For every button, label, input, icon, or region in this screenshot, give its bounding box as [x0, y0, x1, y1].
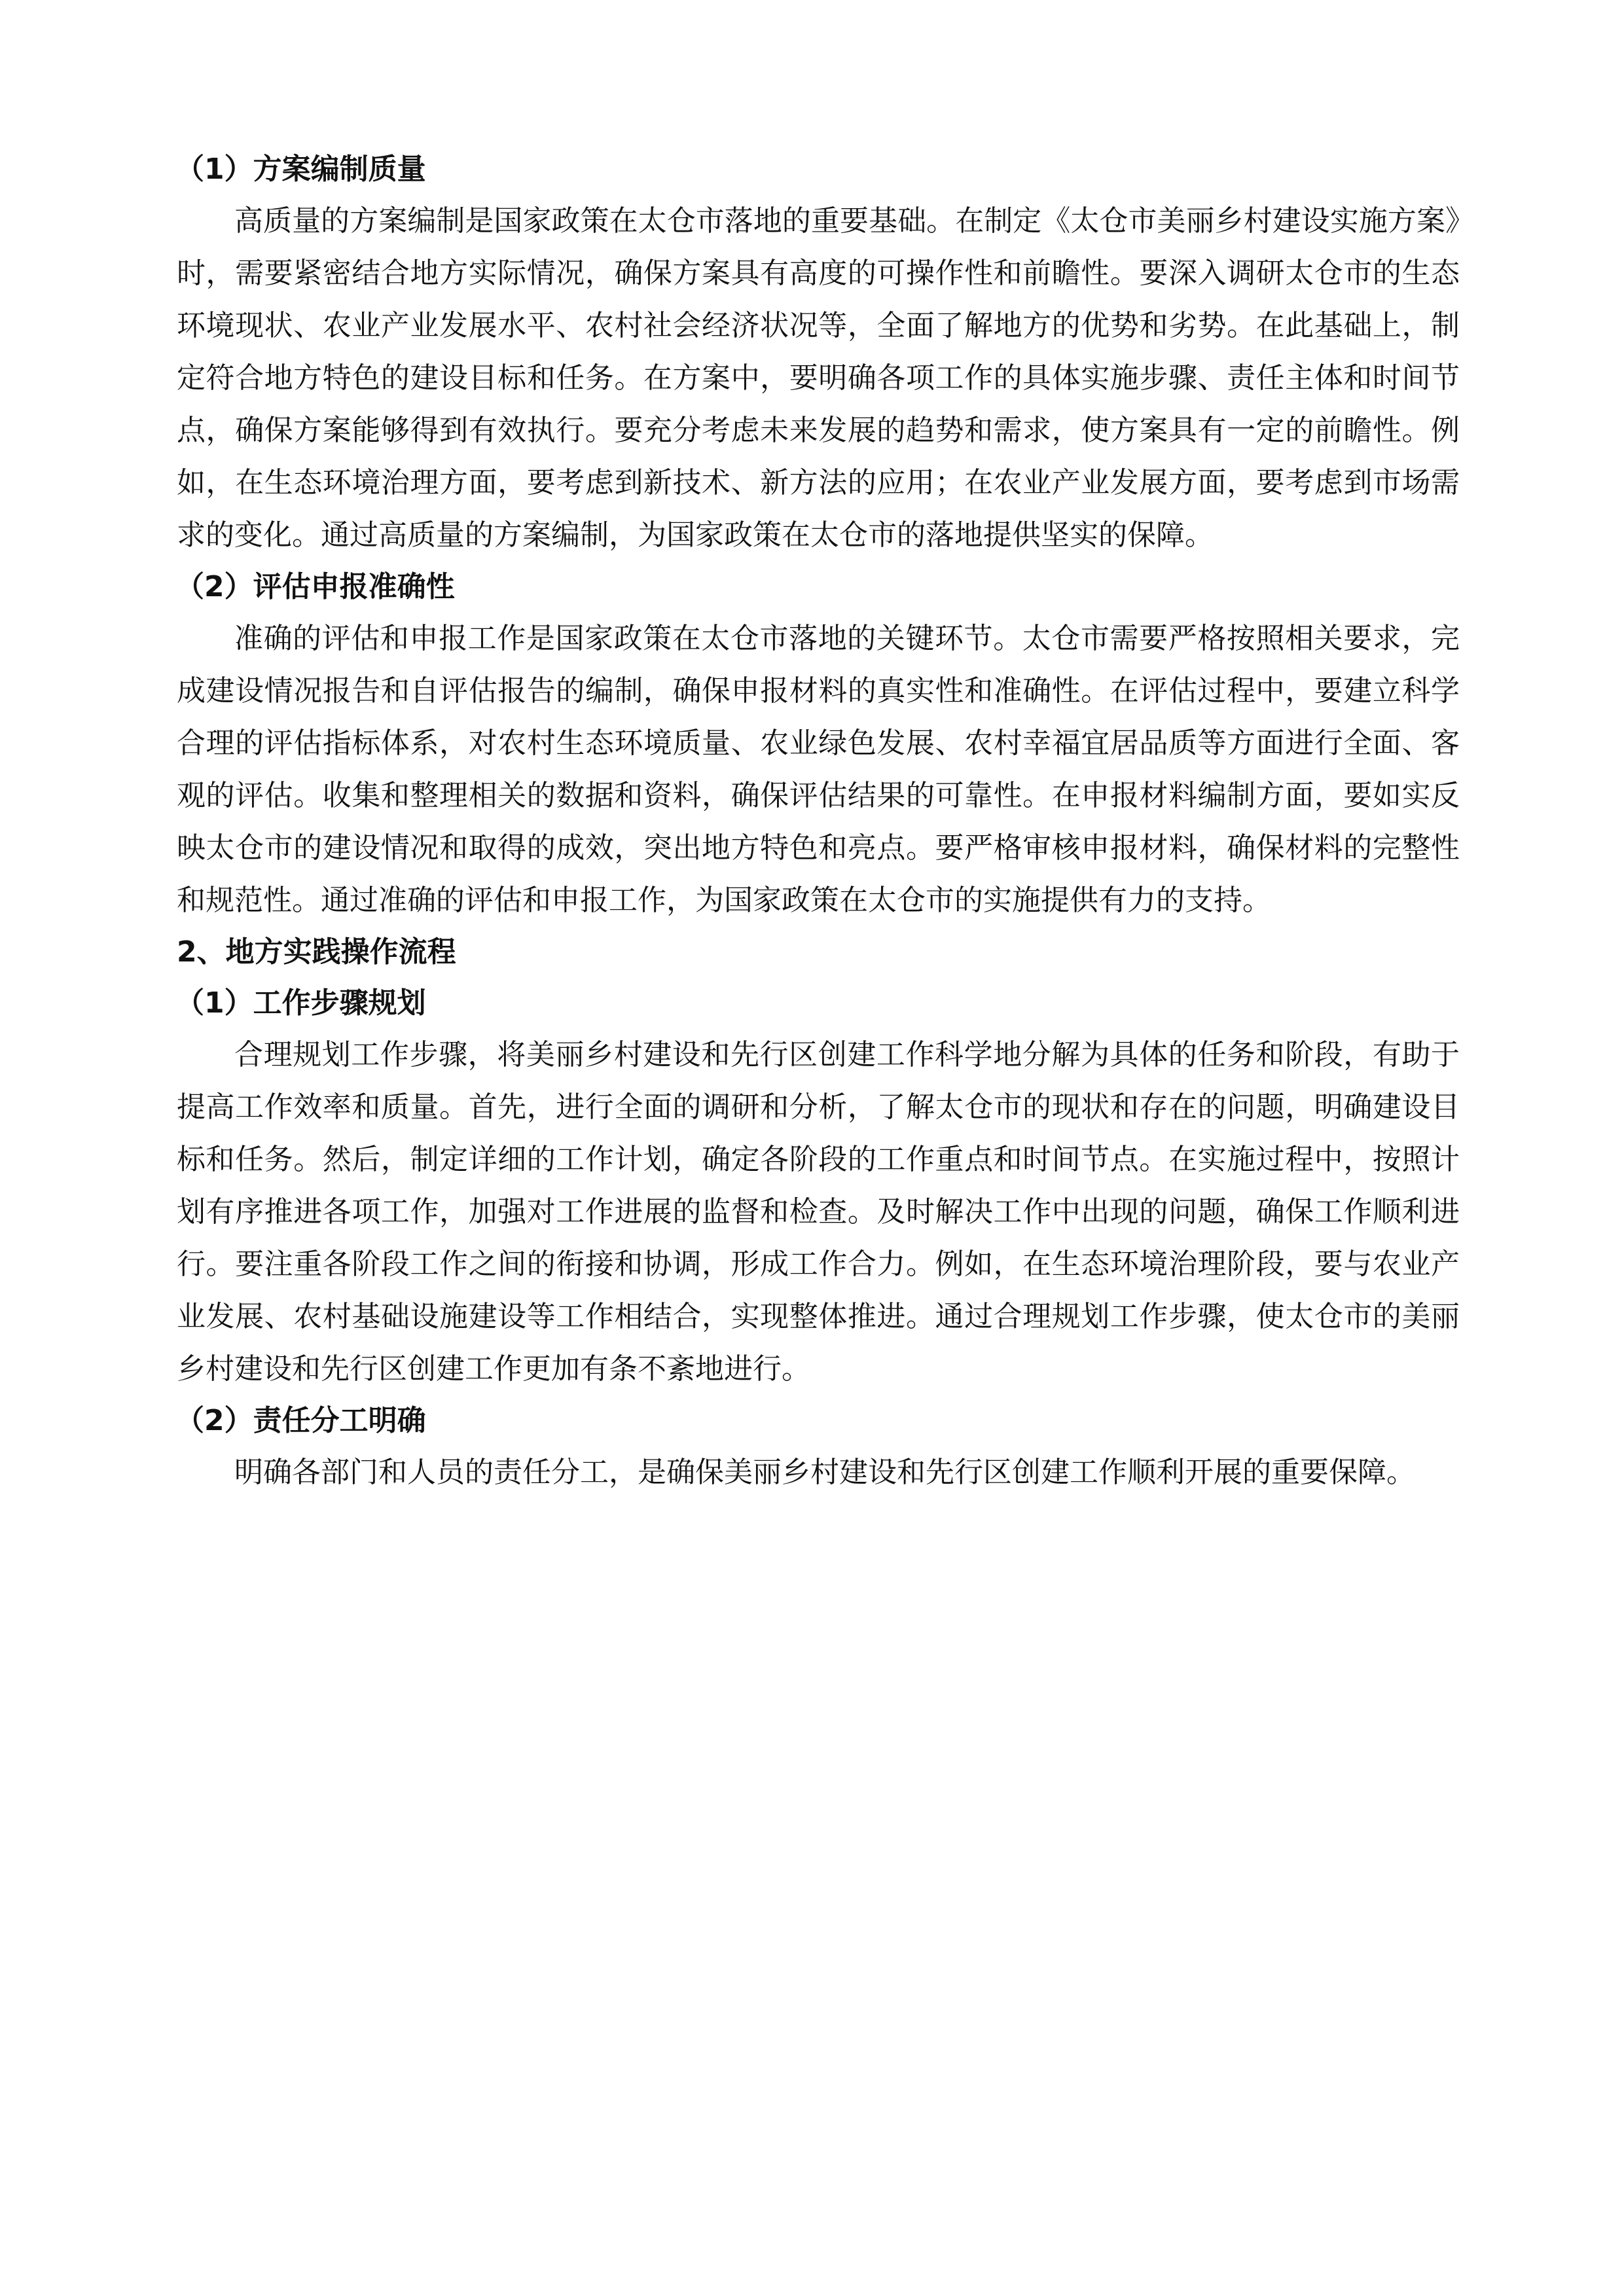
- section-heading-assessment-accuracy: （2）评估申报准确性: [175, 570, 455, 603]
- section-heading-work-steps: （1）工作步骤规划: [175, 986, 426, 1020]
- document-page: [177, 144, 1460, 1499]
- section-heading-plan-quality: （1）方案编制质量: [175, 152, 426, 186]
- section-heading-local-practice: 2、地方实践操作流程: [177, 935, 456, 969]
- paragraph-responsibility: 明确各部门和人员的责任分工，是确保美丽乡村建设和先行区创建工作顺利开展的重要保障。: [234, 1456, 1415, 1489]
- paragraph-plan-quality: 高质量的方案编制是国家政策在太仓市落地的重要基础。在制定《太仓市美丽乡村建设实施方案》时，需要紧密结合地方实际情况，确保方案具有高度的可操作性和前瞻性。要深入调研太仓市的生态环境现状、农业产业发展水平、农村社会经济状况等，全面了解地方的优势和劣势。在此基础上，制定符合地方特色的建设目标和任务。在方案中，要明确各项工作的具体实施步骤、责任主体和时间节点，确保方案能够得到有效执行。要充分考虑未来发展的趋势和需求，使方案具有一定的前瞻性。例如，在生态环境治理方面，要考虑到新技术、新方法的应用；在农业产业发展方面，要考虑到市场需求的变化。通过高质量的方案编制，为国家政策在太仓市的落地提供坚实的保障。: [177, 204, 1460, 552]
- paragraph-assessment-accuracy: 准确的评估和申报工作是国家政策在太仓市落地的关键环节。太仓市需要严格按照相关要求，完成建设情况报告和自评估报告的编制，确保申报材料的真实性和准确性。在评估过程中，要建立科学合理的评估指标体系，对农村生态环境质量、农业绿色发展、农村幸福宜居品质等方面进行全面、客观的评估。收集和整理相关的数据和资料，确保评估结果的可靠性。在申报材料编制方面，要如实反映太仓市的建设情况和取得的成效，突出地方特色和亮点。要严格审核申报材料，确保材料的完整性和规范性。通过准确的评估和申报工作，为国家政策在太仓市的实施提供有力的支持。: [177, 622, 1460, 917]
- paragraph-work-steps: 合理规划工作步骤，将美丽乡村建设和先行区创建工作科学地分解为具体的任务和阶段，有助于提高工作效率和质量。首先，进行全面的调研和分析，了解太仓市的现状和存在的问题，明确建设目标和任务。然后，制定详细的工作计划，确定各阶段的工作重点和时间节点。在实施过程中，按照计划有序推进各项工作，加强对工作进展的监督和检查。及时解决工作中出现的问题，确保工作顺利进行。要注重各阶段工作之间的衔接和协调，形成工作合力。例如，在生态环境治理阶段，要与农业产业发展、农村基础设施建设等工作相结合，实现整体推进。通过合理规划工作步骤，使太仓市的美丽乡村建设和先行区创建工作更加有条不紊地进行。: [177, 1038, 1460, 1386]
- section-heading-responsibility: （2）责任分工明确: [175, 1404, 426, 1437]
